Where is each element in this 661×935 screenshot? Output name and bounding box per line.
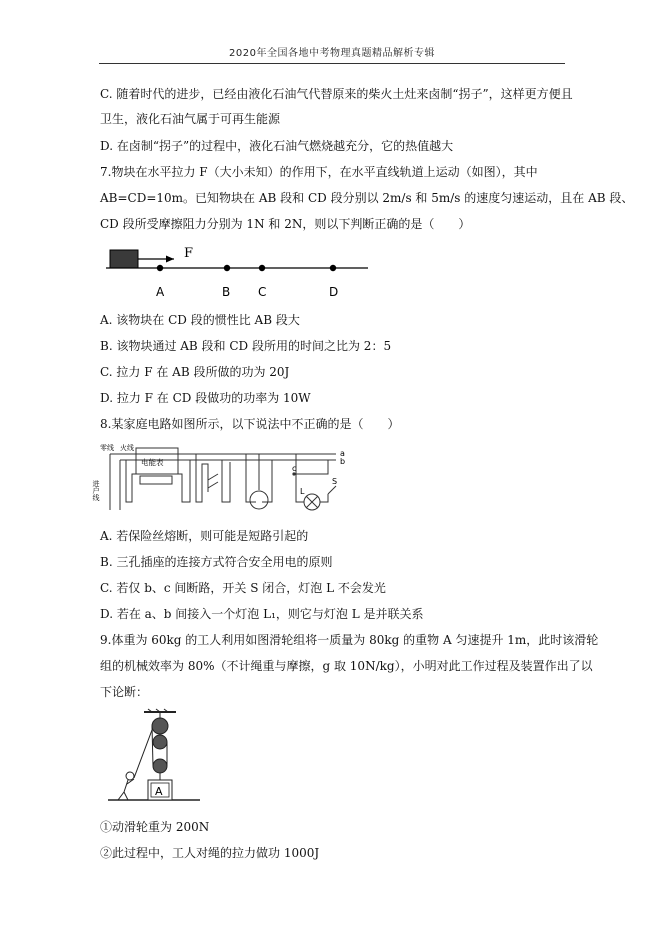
worker-leg-1 — [118, 792, 124, 800]
q8-option-a: A. 若保险丝熔断，则可能是短路引起的 — [100, 529, 309, 543]
neutral-label: 零线 — [100, 444, 114, 452]
fuse-switch-1 — [208, 474, 218, 480]
point-d-label: D — [329, 285, 339, 299]
fuse-switch-2 — [208, 482, 218, 488]
q9-pulley-figure — [104, 708, 204, 806]
header-rule — [99, 63, 565, 64]
q8-circuit-figure — [92, 440, 358, 520]
option-c-line2: 卫生，液化石油气属于可再生能源 — [100, 112, 281, 126]
entry-label: 进户线 — [92, 480, 100, 501]
point-c-dot — [259, 265, 265, 271]
point-d-dot — [330, 265, 336, 271]
q9-statement-2: ②此过程中，工人对绳的拉力做功 1000J — [100, 846, 320, 860]
force-arrowhead — [166, 256, 174, 263]
block — [110, 250, 138, 268]
q7-option-a: A. 该物块在 CD 段的惯性比 AB 段大 — [100, 313, 300, 327]
q7-option-c: C. 拉力 F 在 AB 段所做的功为 20J — [100, 365, 290, 379]
meter-label: 电能表 — [141, 458, 164, 467]
weight-a-label: A — [155, 785, 163, 798]
q9-stem-line1: 9.体重为 60kg 的工人利用如图滑轮组将一质量为 80kg 的重物 A 匀速提升 1m，此时该滑轮 — [100, 633, 599, 647]
q9-statement-1: ①动滑轮重为 200N — [100, 820, 210, 834]
pull-rope — [134, 730, 152, 778]
q7-stem-line3: CD 段所受摩擦阻力分别为 1N 和 2N，则以下判断正确的是（ ） — [100, 217, 471, 231]
q8-option-b: B. 三孔插座的连接方式符合安全用电的原则 — [100, 555, 333, 569]
lamp-label: L — [300, 487, 305, 496]
movable-pulley — [153, 759, 167, 773]
q8-option-c: C. 若仅 b、c 间断路，开关 S 闭合，灯泡 L 不会发光 — [100, 581, 386, 595]
wire-zigzag-2 — [196, 454, 208, 502]
wire-zigzag-3 — [222, 460, 230, 502]
point-a-dot — [157, 265, 163, 271]
worker-body — [124, 780, 128, 792]
point-c-label: C — [258, 285, 267, 299]
rope-1 — [152, 726, 153, 766]
worker-leg-2 — [124, 792, 128, 800]
socket-wire-left — [246, 454, 256, 502]
live-label: 火线 — [120, 444, 134, 452]
q7-stem-line2: AB=CD=10m。已知物块在 AB 段和 CD 段分别以 2m/s 和 5m/s 的速度匀速运动，且在 AB 段、 — [100, 191, 634, 205]
q7-track-figure — [100, 240, 380, 302]
q9-stem-line2: 组的机械效率为 80%（不计绳重与摩擦，g 取 10N/kg），小明对此工作过程及装置作出了以 — [100, 659, 593, 673]
q7-stem-line1: 7.物块在水平拉力 F（大小未知）的作用下，在水平直线轨道上运动（如图），其中 — [100, 165, 538, 179]
point-b-label: B — [222, 285, 231, 299]
q9-stem-line3: 下论断： — [100, 685, 149, 699]
page-header: 2020年全国各地中考物理真题精品解析专辑 — [229, 48, 435, 59]
lamp-branch-top — [296, 454, 328, 474]
q8-stem: 8.某家庭电路如图所示，以下说法中不正确的是（ ） — [100, 417, 400, 431]
lamp-branch-right — [320, 494, 328, 502]
point-a-label: A — [156, 285, 165, 299]
node-a-label: a — [340, 449, 345, 458]
fixed-pulley-lower — [153, 735, 167, 749]
option-d: D. 在卤制“拐子”的过程中，液化石油气燃烧越充分，它的热值越大 — [100, 139, 454, 153]
meter-terminal — [140, 476, 172, 484]
q7-option-b: B. 该物块通过 AB 段和 CD 段所用的时间之比为 2：5 — [100, 339, 392, 353]
option-c-line1: C. 随着时代的进步，已经由液化石油气代替原来的柴火土灶来卤制“拐子”，这样更方便且 — [100, 87, 573, 101]
switch-s — [328, 486, 336, 494]
force-label: F — [184, 246, 194, 261]
worker-head — [126, 772, 134, 780]
node-b-label: b — [340, 457, 346, 466]
switch-label: S — [332, 477, 338, 486]
fixed-pulley-upper — [152, 718, 168, 734]
node-c-label: c — [292, 464, 297, 473]
point-b-dot — [224, 265, 230, 271]
three-pin-socket — [250, 491, 268, 509]
q8-option-d: D. 若在 a、b 间接入一个灯泡 L₁，则它与灯泡 L 是并联关系 — [100, 607, 424, 621]
q7-option-d: D. 拉力 F 在 CD 段做功的功率为 10W — [100, 391, 311, 405]
